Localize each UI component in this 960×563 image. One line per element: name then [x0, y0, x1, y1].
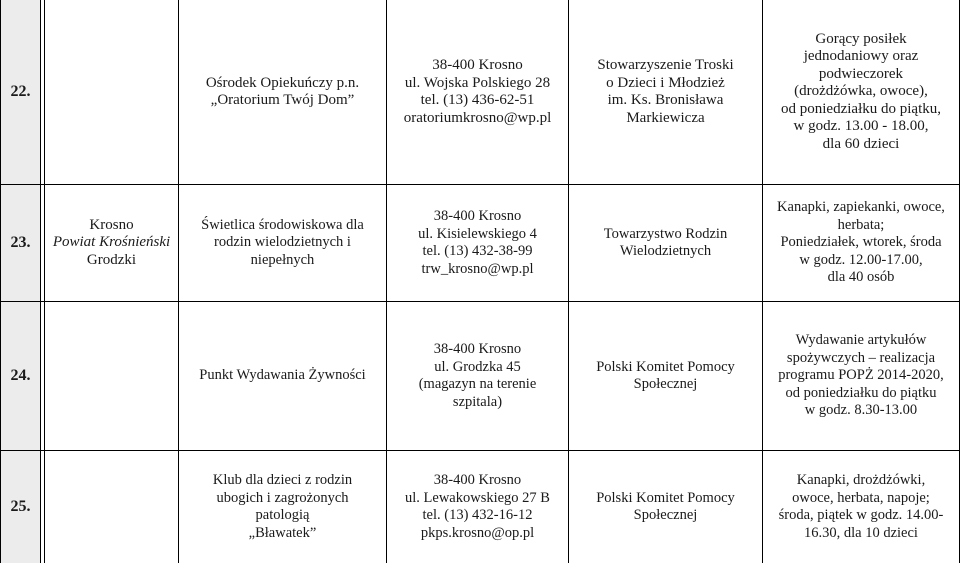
institution-name: Klub dla dzieci z rodzin ubogich i zagrożonych patologią „Bławatek” [212, 472, 353, 541]
row-number-text: 22. [10, 83, 31, 101]
address: 38-400 Krosno ul. Wojska Polskiego 28 tel. (13) 436-62-51 oratoriumkrosno@wp.pl [403, 57, 552, 126]
operator: Polski Komitet Pomocy Społecznej [596, 489, 735, 523]
region-city: Krosno [89, 216, 134, 233]
institution-name: Ośrodek Opiekuńczy p.n. „Oratorium Twój Dom” [205, 74, 360, 108]
operator: Polski Komitet Pomocy Społecznej [596, 358, 735, 392]
row-number [1, 302, 40, 450]
region-district: Powiat Krośnieński [52, 234, 171, 251]
row-number-text: 23. [10, 234, 31, 252]
region-type: Grodzki [86, 251, 137, 268]
operator: Towarzystwo Rodzin Wielodzietnych [603, 225, 728, 259]
institution-name: Świetlica środowiskowa dla rodzin wielodzietnych i niepełnych [201, 216, 364, 268]
description: Kanapki, drożdżówki, owoce, herbata, napoje; środa, piątek w godz. 14.00- 16.30, dla 10 dzieci [778, 472, 944, 541]
description: Wydawanie artykułów spożywczych – realizacja programu POPŻ 2014-2020, od poniedziałku do piątku w godz. 8.30-13.00 [778, 332, 944, 419]
row-number-text: 25. [10, 498, 31, 516]
description: Gorący posiłek jednodaniowy oraz podwieczorek (drożdżówka, owoce), od poniedziałku do piątku, w godz. 13.00 - 18.00, dla 60 dzieci [781, 30, 941, 152]
row-number [1, 0, 40, 184]
address: 38-400 Krosno ul. Lewakowskiego 27 B tel. (13) 432-16-12 pkps.krosno@op.pl [405, 472, 550, 541]
address: 38-400 Krosno ul. Grodzka 45 (magazyn na terenie szpitala) [418, 341, 537, 410]
region-cell [45, 185, 178, 301]
row-number [1, 185, 40, 301]
address: 38-400 Krosno ul. Kisielewskiego 4 tel. (13) 432-38-99 trw_krosno@wp.pl [418, 208, 537, 277]
row-number-text: 24. [10, 367, 31, 385]
row-number [1, 451, 40, 563]
operator: Stowarzyszenie Troski o Dzieci i Młodzież im. Ks. Bronisława Markiewicza [597, 57, 734, 126]
description: Kanapki, zapiekanki, owoce, herbata; Poniedziałek, wtorek, środa w godz. 12.00-17.00, dla 40 osób [777, 199, 945, 286]
institution-name: Punkt Wydawania Żywności [199, 367, 366, 384]
column-divider [40, 0, 41, 563]
